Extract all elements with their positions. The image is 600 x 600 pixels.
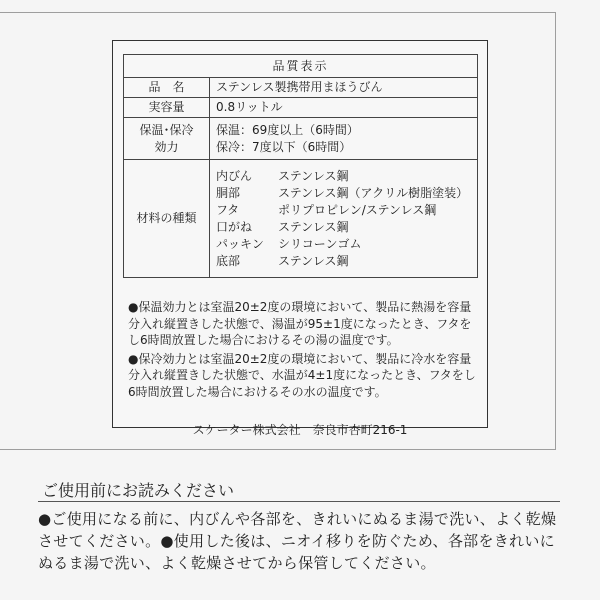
capacity-value: 0.8リットル [210, 98, 478, 118]
material-part: 口がね [216, 219, 253, 234]
material-part: パッキン [216, 236, 264, 251]
company-info: スケーター株式会社 奈良市杏町216-1 [192, 423, 408, 437]
retention-label-line2: 効力 [154, 139, 179, 154]
retention-cold: 保冷：7度以下（6時間） [216, 139, 352, 154]
product-name-value: ステンレス製携帯用まほうびん [210, 78, 478, 98]
material-name: ステンレス鋼 [278, 253, 349, 268]
material-part: 底部 [216, 253, 241, 268]
material-part: 胴部 [216, 185, 241, 200]
usage-heading: ご使用前にお読みください [42, 481, 235, 500]
material-part: 内びん [216, 168, 253, 183]
material-name: シリコーンゴム [278, 236, 362, 251]
efficiency-notes [128, 299, 478, 402]
retention-label [124, 118, 210, 160]
quality-table-title: 品質表示 [124, 55, 478, 78]
material-name: ステンレス鋼 [278, 168, 349, 183]
frame-line-top [0, 12, 556, 13]
usage-divider [38, 501, 560, 502]
frame-line-bottom [0, 449, 556, 450]
material-part: フタ [216, 202, 240, 217]
cold-efficiency-note: ●保冷効力とは室温20±2度の環境において、製品に冷水を容量分入れ縦置きした状態で、水温が4±1度になったとき、フタをし6時間放置した場合におけるその水の温度です。 [128, 351, 476, 399]
material-row [216, 236, 477, 253]
product-name-label: 品 名 [124, 78, 210, 98]
quality-label-box [112, 40, 488, 437]
material-name: ステンレス鋼（アクリル樹脂塗装） [278, 185, 469, 200]
material-row [216, 202, 477, 219]
material-name: ステンレス鋼 [278, 219, 349, 234]
warm-efficiency-note: ●保温効力とは室温20±2度の環境において、製品に熱湯を容量分入れ縦置きした状態で、湯温が95±1度になったとき、フタをし6時間放置した場合におけるその湯の温度です。 [128, 300, 472, 347]
material-row [216, 168, 477, 185]
capacity-label: 実容量 [124, 98, 210, 118]
retention-warm: 保温：69度以上（6時間） [216, 122, 359, 137]
material-name: ポリプロピレン/ステンレス鋼 [278, 202, 437, 217]
retention-value [210, 118, 478, 160]
frame-line-right [555, 12, 556, 450]
materials-label: 材料の種類 [124, 160, 210, 278]
usage-instructions: ●ご使用になる前に、内びんや各部を、きれいにぬるま湯で洗い、よく乾燥させてください。●使用した後は、ニオイ移りを防ぐため、各部をきれいにぬるま湯で洗い、よく乾燥させてから保管してください。 [38, 510, 557, 572]
material-row [216, 253, 477, 270]
material-row [216, 185, 477, 202]
retention-label-line1: 保温･保冷 [139, 122, 194, 137]
material-row [216, 219, 477, 236]
materials-list [210, 160, 478, 278]
quality-table [123, 54, 478, 278]
